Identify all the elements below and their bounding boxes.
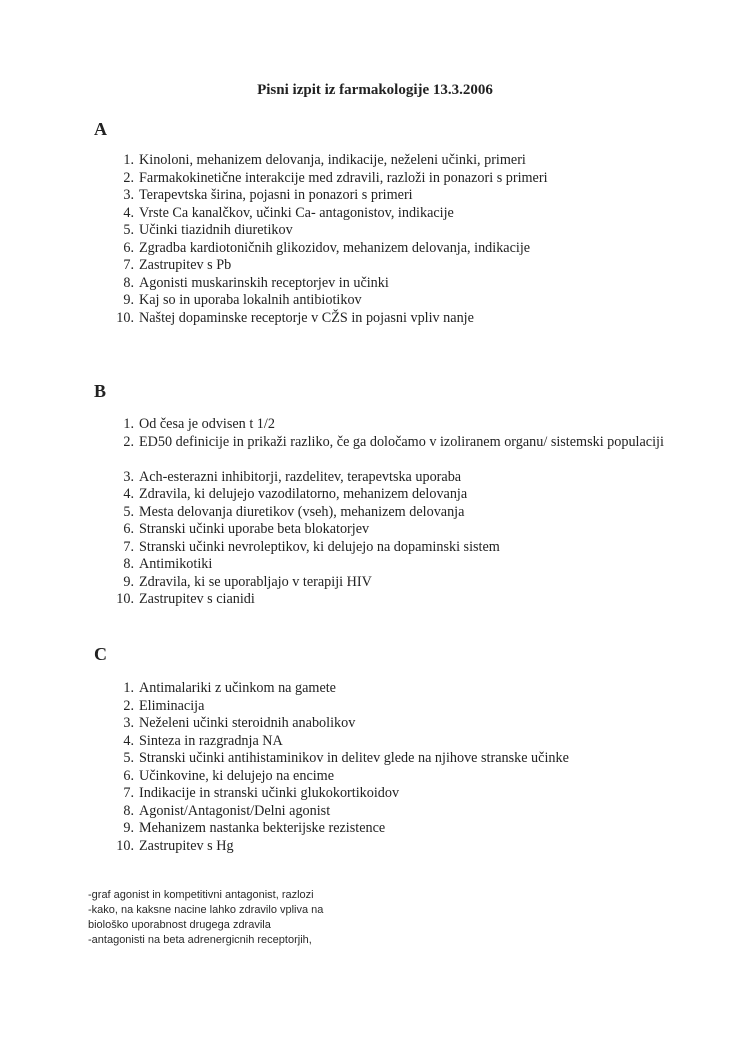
item-text: Stranski učinki antihistaminikov in delitev glede na njihove stranske učinke <box>139 750 569 766</box>
item-number: 10. <box>116 591 134 607</box>
item-text: Zgradba kardiotoničnih glikozidov, mehanizem delovanja, indikacije <box>139 239 531 256</box>
item-text: Zdravila, ki se uporabljajo v terapiji HIV <box>139 573 372 590</box>
item-number: 6. <box>123 767 134 784</box>
item-number: 10. <box>116 309 134 326</box>
page-title: Pisni izpit iz farmakologije 13.3.2006 <box>257 82 493 98</box>
item-number: 3. <box>123 715 134 731</box>
item-text: Zastrupitev s Hg <box>139 837 234 854</box>
item-text: Mesta delovanja diuretikov (vseh), mehanizem delovanja <box>139 503 465 520</box>
item-text: Agonist/Antagonist/Delni agonist <box>139 802 331 819</box>
note-line: -antagonisti na beta adrenergicnih receptorjih, <box>88 934 312 946</box>
item-number: 1. <box>123 152 134 168</box>
item-text: Antimikotiki <box>139 556 213 572</box>
section-c-label: C <box>94 644 107 664</box>
item-text: Naštej dopaminske receptorje v CŽS in pojasni vpliv nanje <box>139 309 474 326</box>
item-number: 3. <box>123 187 134 203</box>
note-line: biološko uporabnost drugega zdravila <box>88 919 271 931</box>
item-number: 6. <box>123 521 134 537</box>
section-b-label: B <box>94 381 107 401</box>
item-number: 9. <box>123 292 134 308</box>
item-text: ED50 definicije in prikaži razliko, če ga določamo v izoliranem organu/ sistemski populaciji <box>139 433 664 450</box>
item-text: Vrste Ca kanalčkov, učinki Ca- antagonistov, indikacije <box>139 204 454 221</box>
item-number: 1. <box>123 416 134 432</box>
item-number: 4. <box>123 486 134 502</box>
item-text: Učinkovine, ki delujejo na encime <box>139 767 335 784</box>
item-number: 5. <box>123 222 134 238</box>
item-number: 10. <box>116 837 134 854</box>
item-number: 8. <box>123 802 134 819</box>
item-number: 5. <box>123 750 134 766</box>
item-number: 9. <box>123 573 134 590</box>
item-text: Zastrupitev s Pb <box>139 257 232 273</box>
item-text: Farmakokinetične interakcije med zdravili, razloži in ponazori s primeri <box>139 169 548 186</box>
item-text: Terapevtska širina, pojasni in ponazori s primeri <box>139 187 413 203</box>
item-text: Kaj so in uporaba lokalnih antibiotikov <box>139 292 362 308</box>
item-number: 2. <box>123 697 134 714</box>
item-number: 2. <box>123 169 134 186</box>
note-line: -graf agonist in kompetitivni antagonist, razlozi <box>88 889 314 901</box>
item-text: Zastrupitev s cianidi <box>139 591 255 607</box>
item-number: 5. <box>123 503 134 520</box>
item-text: Ach-esterazni inhibitorji, razdelitev, terapevtska uporaba <box>139 468 462 485</box>
item-text: Indikacije in stranski učinki glukokortikoidov <box>139 785 400 801</box>
item-text: Učinki tiazidnih diuretikov <box>139 222 293 238</box>
item-text: Eliminacija <box>139 697 205 714</box>
item-text: Agonisti muskarinskih receptorjev in učinki <box>139 274 389 291</box>
item-number: 2. <box>123 433 134 450</box>
item-text: Mehanizem nastanka bekterijske rezistence <box>139 820 386 836</box>
item-text: Od česa je odvisen t 1/2 <box>139 416 275 432</box>
item-text: Stranski učinki uporabe beta blokatorjev <box>139 521 370 537</box>
item-text: Zdravila, ki delujejo vazodilatorno, mehanizem delovanja <box>139 486 468 502</box>
item-number: 8. <box>123 556 134 572</box>
item-number: 7. <box>123 785 134 801</box>
item-number: 8. <box>123 274 134 291</box>
item-text: Kinoloni, mehanizem delovanja, indikacije, neželeni učinki, primeri <box>139 152 526 168</box>
item-text: Neželeni učinki steroidnih anabolikov <box>139 715 356 731</box>
item-number: 1. <box>123 680 134 696</box>
section-a-label: A <box>94 119 107 139</box>
item-number: 7. <box>123 538 134 555</box>
item-number: 4. <box>123 204 134 221</box>
item-number: 7. <box>123 257 134 273</box>
item-text: Antimalariki z učinkom na gamete <box>139 680 336 696</box>
item-text: Sinteza in razgradnja NA <box>139 732 283 749</box>
note-line: -kako, na kaksne nacine lahko zdravilo vpliva na <box>88 904 324 916</box>
item-number: 9. <box>123 820 134 836</box>
item-text: Stranski učinki nevroleptikov, ki delujejo na dopaminski sistem <box>139 538 500 555</box>
item-number: 6. <box>123 239 134 256</box>
item-number: 4. <box>123 732 134 749</box>
item-number: 3. <box>123 468 134 485</box>
